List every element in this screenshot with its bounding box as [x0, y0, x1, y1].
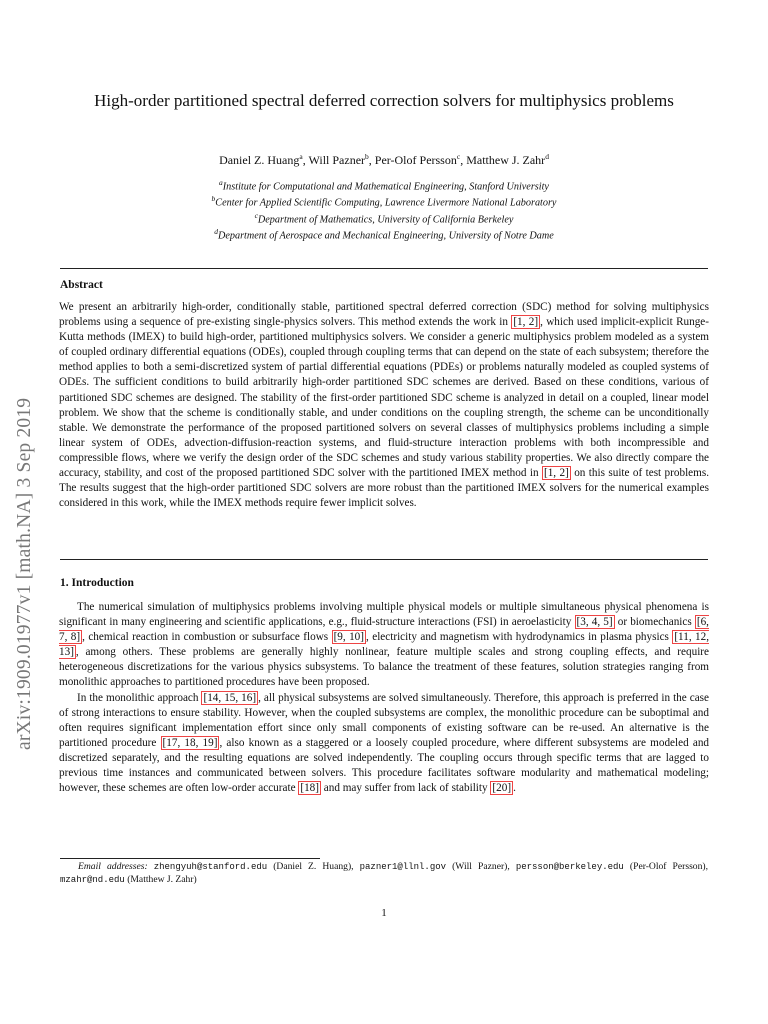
citation-link[interactable]: [17, 18, 19] [162, 736, 218, 749]
affiliation-mark: d [545, 152, 549, 161]
introduction-body [59, 600, 709, 796]
abstract-heading: Abstract [60, 279, 103, 291]
footnote-label: Email addresses: [78, 861, 154, 872]
top-rule [60, 268, 708, 269]
footnote-rule [60, 858, 320, 859]
citation-link[interactable]: [1, 2] [513, 316, 539, 329]
affiliation-line [60, 193, 708, 209]
email-address: mzahr@nd.edu [60, 874, 125, 885]
affiliation-mark: b [211, 194, 216, 204]
page-number: 1 [381, 907, 387, 919]
citation-link[interactable]: [20] [492, 782, 512, 795]
affiliation-text: Department of Aerospace and Mechanical Engineering, University of Notre Dame [218, 230, 554, 242]
email-address: zhengyuh@stanford.edu [153, 862, 268, 872]
author-name: Will Pazner [308, 153, 366, 167]
affiliation-line [60, 226, 708, 242]
affiliation-mark: d [214, 227, 218, 237]
affiliation-line [60, 177, 708, 193]
author-name: Daniel Z. Huang [219, 153, 300, 167]
affiliation-text: Center for Applied Scientific Computing, Lawrence Livermore National Laboratory [215, 197, 557, 209]
abstract-text: We present an arbitrarily high-order, conditionally stable, partitioned spectral deferred correction (SDC) method for solving multiphysics problems using a sequence of pre-existing single-physics solvers. This method extends the work in [1, 2] , which used implicit-explicit Runge-Kutta methods (IMEX) to build high-order, partitioned multiphysics solvers. We consider a generic multiphysics problem modeled as a system of coupled ordinary differential equations (ODEs), coupled through coupling terms that can depend on the state of each subsystem; therefore the method applies to both a semi-discretized system of partial differential equations (PDEs) or problems naturally modeled as coupled systems of ODEs. The sufficient conditions to build arbitrarily high-order partitioned SDC schemes are derived. Based on these conditions, various of partitioned SDC schemes are designed. The stability of the first-order partitioned SDC scheme is analyzed in detail on a coupled, linear model problem. We show that the scheme is conditionally stable, and under conditions on the coupling strength, the scheme can be unconditionally stable. We demonstrate the performance of the proposed partitioned solvers on several classes of multiphysics problems including a simple linear system of ODEs, advection-diffusion-reaction systems, and fluid-structure interaction problems with both incompressible and compressible flows, where we verify the design order of the SDC schemes and study various stability properties. We also directly compare the accuracy, stability, and cost of the proposed partitioned SDC solver with the partitioned IMEX method in [1, 2] on this suite of test problems. The results suggest that the high-order partitioned SDC solvers are more robust than the partitioned IMEX solvers for the numerical examples considered in this work, while the IMEX methods require fewer implicit solves. [59, 301, 709, 510]
abstract-bottom-rule [60, 559, 708, 560]
affiliation-mark: a [219, 178, 223, 187]
body-paragraph: The numerical simulation of multiphysics problems involving multiple physical models or multiple simultaneous physical phenomena is significant in many engineering and scientific applications, e.g., fluid-structure interactions (FSI) in aeroelasticity [3, 4, 5] or biomechanics [6, 7, 8] , chemical reaction in combustion or subsurface flows [9, 10] , electricity and magnetism with hydrodynamics in plasma physics [11, 12, 13] , among others. These problems are generally highly nonlinear, feature multiple scales and strong coupling effects, and require heterogeneous discretizations for the various physics subsystems. To balance the treatment of these features, solution strategies ranging from monolithic approaches to partitioned procedures have been proposed. [59, 601, 710, 689]
affiliation-list [60, 177, 708, 243]
arxiv-identifier-stamp: arXiv:1909.01977v1 [math.NA] 3 Sep 2019 [14, 397, 35, 750]
author-name: Per-Olof Persson [374, 153, 457, 167]
email-address: pazner1@llnl.gov [359, 862, 447, 872]
citation-link[interactable]: [3, 4, 5] [576, 616, 613, 629]
citation-link[interactable]: [18] [300, 782, 319, 795]
body-paragraph: In the monolithic approach [14, 15, 16] , all physical subsystems are solved simultaneously. Therefore, this approach is preferred in the case of strong interactions to ensure stability. However, when the coupled subsystems are complex, the monolithic procedure can be suboptimal and often requires significant implementation effort since only small components of existing software can be re-used. An alternative is the partitioned procedure [17, 18, 19] , also known as a staggered or a loosely coupled procedure, where different subsystems are modeled and discretized separately, and the resulting equations are solved independently. The coupling occurs through specific terms that are lagged to previous time instances and communicated between solvers. This procedure facilitates software modularity and mathematical modeling; however, these schemes are often low-order accurate [18] and may suffer from lack of stability [20] . [59, 691, 710, 795]
citation-link[interactable]: [1, 2] [543, 467, 569, 480]
affiliation-mark: a [299, 152, 303, 161]
footnote-email-addresses: Email addresses: zhengyuh@stanford.edu (Daniel Z. Huang), pazner1@llnl.gov (Will Pazner), persson@berkeley.edu (Per-Olof Persson), mzahr@nd.edu (Matthew J. Zahr) [60, 861, 708, 885]
section-heading-introduction: 1. Introduction [60, 577, 134, 589]
author-name: Matthew J. Zahr [466, 153, 546, 167]
affiliation-line [60, 210, 708, 226]
affiliation-mark: b [365, 152, 369, 161]
paper-title: High-order partitioned spectral deferred correction solvers for multiphysics problems [94, 91, 674, 110]
citation-link[interactable]: [11, 12, 13] [59, 631, 710, 659]
citation-link[interactable]: [6, 7, 8] [59, 616, 709, 644]
affiliation-mark: c [254, 210, 258, 220]
affiliation-mark: c [456, 152, 461, 161]
email-address: persson@berkeley.edu [515, 862, 624, 872]
author-list: Daniel Z. Huang$^a$, Will Pazner$^b$, Per-Olof Persson$^c$, Matthew J. Zahr$^d$ [219, 152, 549, 167]
citation-link[interactable]: [9, 10] [333, 631, 365, 644]
citation-link[interactable]: [14, 15, 16] [203, 691, 257, 704]
affiliation-text: Department of Mathematics, University of California Berkeley [257, 214, 514, 226]
affiliation-text: Institute for Computational and Mathematical Engineering, Stanford University [222, 181, 549, 193]
